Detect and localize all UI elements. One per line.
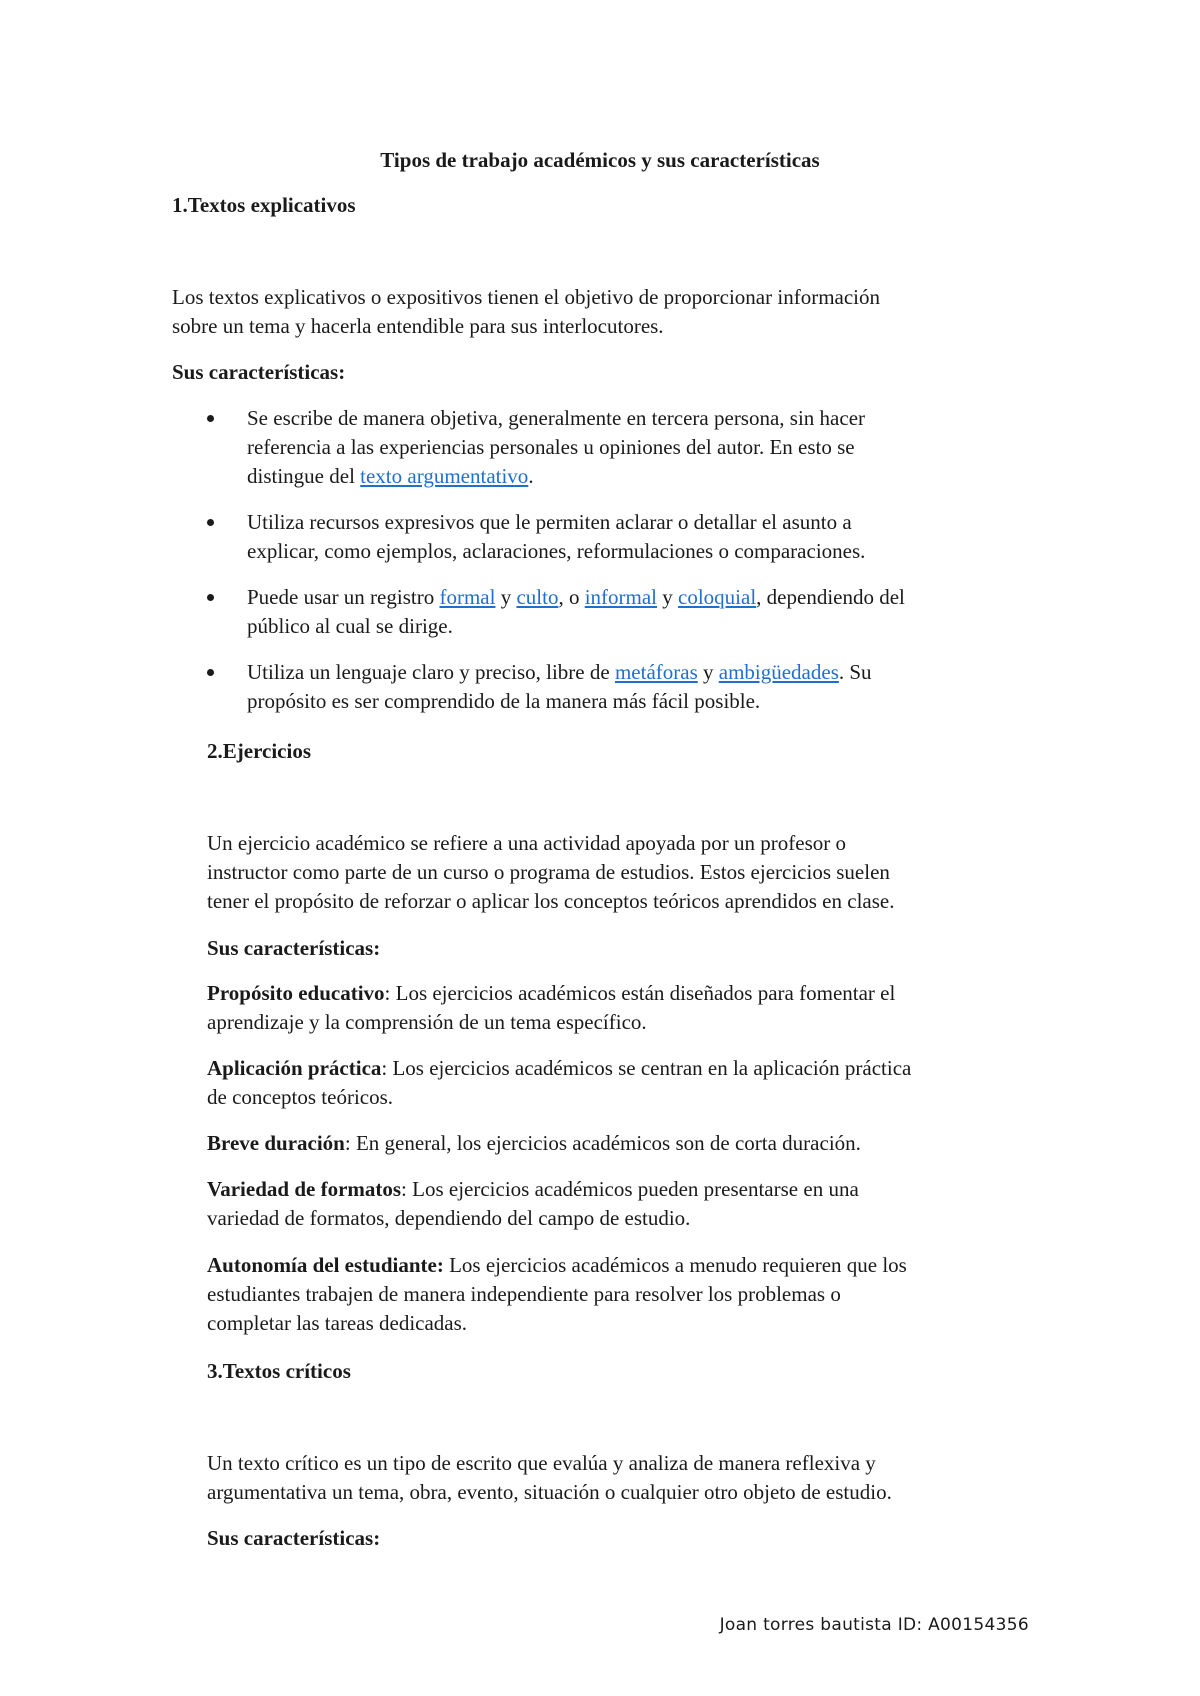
- characteristic-variedad-formatos: Variedad de formatos: Los ejercicios académicos pueden presentarse en una variedad de formatos, dependiendo del campo de estudio.: [207, 1177, 859, 1230]
- list-item: Utiliza recursos expresivos que le permiten aclarar o detallar el asunto a explicar, como ejemplos, aclaraciones, reformulaciones o comparaciones.: [207, 508, 1027, 566]
- characteristic-autonomia-estudiante: Autonomía del estudiante: Los ejercicios académicos a menudo requieren que los estudiantes trabajen de manera independiente para resolver los problemas o completar las tareas dedicadas.: [207, 1253, 907, 1335]
- bullet-icon: [207, 594, 214, 601]
- characteristic-proposito-educativo: Propósito educativo: Los ejercicios académicos están diseñados para fomentar el aprendizaje y la comprensión de un tema específico.: [207, 981, 896, 1034]
- characteristic-aplicacion-practica: Aplicación práctica: Los ejercicios académicos se centran en la aplicación práctica de conceptos teóricos.: [207, 1056, 912, 1109]
- section-heading-ejercicios: 2.Ejercicios: [207, 739, 311, 763]
- section-1-bullet-list: [207, 404, 1027, 733]
- section-2-intro: Un ejercicio académico se refiere a una actividad apoyada por un profesor o instructor como parte de un curso o programa de estudios. Estos ejercicios suelen tener el propósito de reforzar o aplicar los conceptos teóricos aprendidos en clase.: [207, 831, 895, 913]
- bullet-icon: [207, 415, 214, 422]
- bullet-icon: [207, 519, 214, 526]
- intro-line: Los textos explicativos o expositivos tienen el objetivo de proporcionar información: [172, 285, 881, 309]
- characteristic-breve-duracion: Breve duración: En general, los ejercicios académicos son de corta duración.: [207, 1131, 861, 1155]
- list-item: Se escribe de manera objetiva, generalmente en tercera persona, sin hacer referencia a las experiencias personales u opiniones del autor. En esto se distingue del texto argumentativo.: [207, 404, 1027, 491]
- link-culto[interactable]: culto: [516, 585, 559, 609]
- list-item: Utiliza un lenguaje claro y preciso, libre de metáforas y ambigüedades. Su propósito es ser comprendido de la manera más fácil posible.: [207, 658, 1027, 716]
- section-3-characteristics-label: Sus características:: [207, 1526, 381, 1550]
- section-2-characteristics-label: Sus características:: [207, 936, 381, 960]
- bullet-icon: [207, 669, 214, 676]
- document-title: Tipos de trabajo académicos y sus características: [380, 148, 820, 172]
- section-1-intro: [172, 283, 1072, 341]
- link-texto-argumentativo[interactable]: texto argumentativo: [360, 464, 529, 488]
- link-formal[interactable]: formal: [439, 585, 496, 609]
- page-footer: Joan torres bautista ID: A00154356: [719, 1615, 1029, 1635]
- section-3-intro: Un texto crítico es un tipo de escrito que evalúa y analiza de manera reflexiva y argumentativa un tema, obra, evento, situación o cualquier otro objeto de estudio.: [207, 1451, 892, 1504]
- intro-line: sobre un tema y hacerla entendible para sus interlocutores.: [172, 314, 664, 338]
- link-coloquial[interactable]: coloquial: [678, 585, 757, 609]
- link-metaforas[interactable]: metáforas: [614, 660, 698, 684]
- link-informal[interactable]: informal: [584, 585, 658, 609]
- section-1-characteristics-label: Sus características:: [172, 360, 346, 384]
- section-heading-textos-criticos: 3.Textos críticos: [207, 1359, 351, 1383]
- section-heading-textos-explicativos: 1.Textos explicativos: [172, 193, 356, 217]
- link-ambiguedades[interactable]: ambigüedades: [718, 660, 839, 684]
- list-item: Puede usar un registro formal y culto, o informal y coloquial, dependiendo del público al cual se dirige.: [207, 583, 1027, 641]
